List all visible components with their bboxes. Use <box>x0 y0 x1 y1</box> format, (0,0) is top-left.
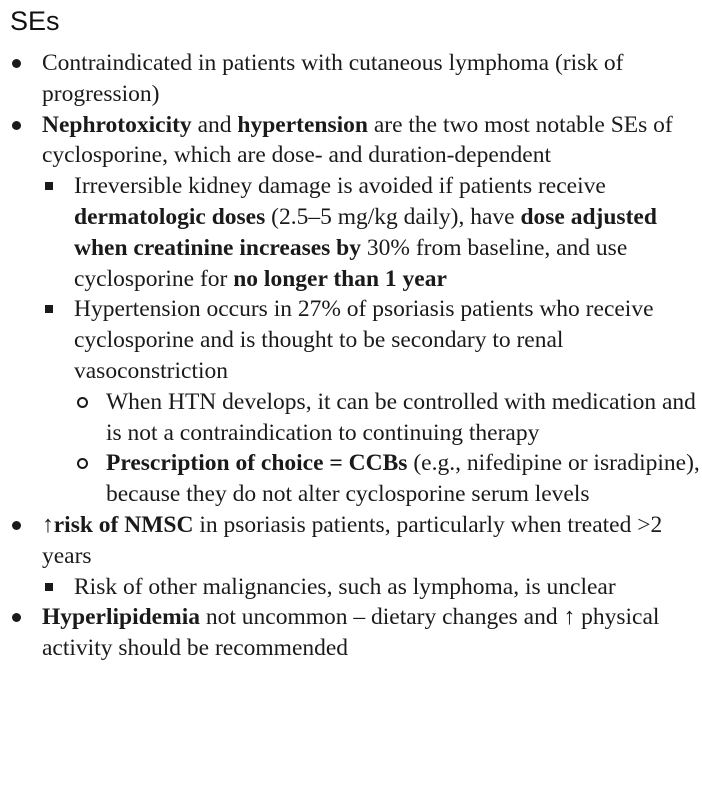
list-item-text <box>42 50 624 107</box>
round-bullet-icon <box>12 613 21 622</box>
list-item-level-2 <box>0 572 702 603</box>
square-bullet-icon <box>45 583 53 591</box>
list-item-text <box>74 173 657 291</box>
list-item-level-3 <box>0 387 702 449</box>
bold-text-run: dose adjusted when creatinine increases by <box>74 203 657 261</box>
text-run: Contraindicated in patients with cutaneous lymphoma (risk of progression) <box>42 50 624 107</box>
text-run: Risk of other malignancies, such as lymphoma, is unclear <box>74 573 616 600</box>
text-run: and <box>191 111 238 138</box>
bold-text-run: Prescription of choice = CCBs <box>106 450 408 477</box>
hollow-circle-bullet-icon <box>77 458 88 469</box>
list-item-level-3 <box>0 448 702 510</box>
list-item-text <box>74 574 616 600</box>
text-run: 30% from baseline, and use cyclosporine for <box>74 234 628 292</box>
round-bullet-icon <box>12 59 21 68</box>
text-run: Irreversible kidney damage is avoided if patients receive <box>74 173 606 200</box>
text-run: (2.5–5 mg/kg daily), have <box>265 203 521 230</box>
section-heading: SEs <box>10 6 60 36</box>
text-run: in psoriasis patients, particularly when treated >2 years <box>42 511 663 569</box>
bold-text-run: no longer than 1 year <box>233 265 447 292</box>
hollow-circle-bullet-icon <box>77 397 88 408</box>
list-item-text <box>42 112 673 169</box>
text-run: are the two most notable SEs of cyclosporine, which are dose- and duration-dependent <box>42 111 673 169</box>
list-item-level-2 <box>0 294 702 386</box>
list-item-level-1 <box>0 110 702 172</box>
text-run: When HTN develops, it can be controlled with medication and is not a contraindication to continuing therapy <box>106 388 696 446</box>
bold-text-run: ↑risk of NMSC <box>42 511 194 538</box>
list-item-level-2 <box>0 171 702 294</box>
list-item-level-1 <box>0 48 702 110</box>
list-item-text <box>74 296 654 384</box>
text-run: not uncommon – dietary changes and ↑ physical activity should be recommended <box>42 604 660 662</box>
bold-text-run: dermatologic doses <box>74 203 266 230</box>
bold-text-run: hypertension <box>237 111 368 138</box>
text-run: Hypertension occurs in 27% of psoriasis patients who receive cyclosporine and is thought to be secondary to renal vasoconstriction <box>74 296 654 384</box>
bold-text-run: Nephrotoxicity <box>42 111 192 138</box>
square-bullet-icon <box>45 305 53 313</box>
text-run: (e.g., nifedipine or isradipine), because they do not alter cyclosporine serum levels <box>106 450 700 508</box>
bold-text-run: Hyperlipidemia <box>42 604 200 631</box>
round-bullet-icon <box>12 121 21 130</box>
bullet-list <box>0 48 702 664</box>
list-item-text <box>106 450 700 507</box>
square-bullet-icon <box>45 182 53 190</box>
list-item-level-1 <box>0 602 702 664</box>
list-item-text <box>42 604 659 661</box>
list-item-text <box>42 512 662 569</box>
round-bullet-icon <box>12 521 21 530</box>
list-item-level-1 <box>0 510 702 572</box>
list-item-text <box>106 389 696 446</box>
